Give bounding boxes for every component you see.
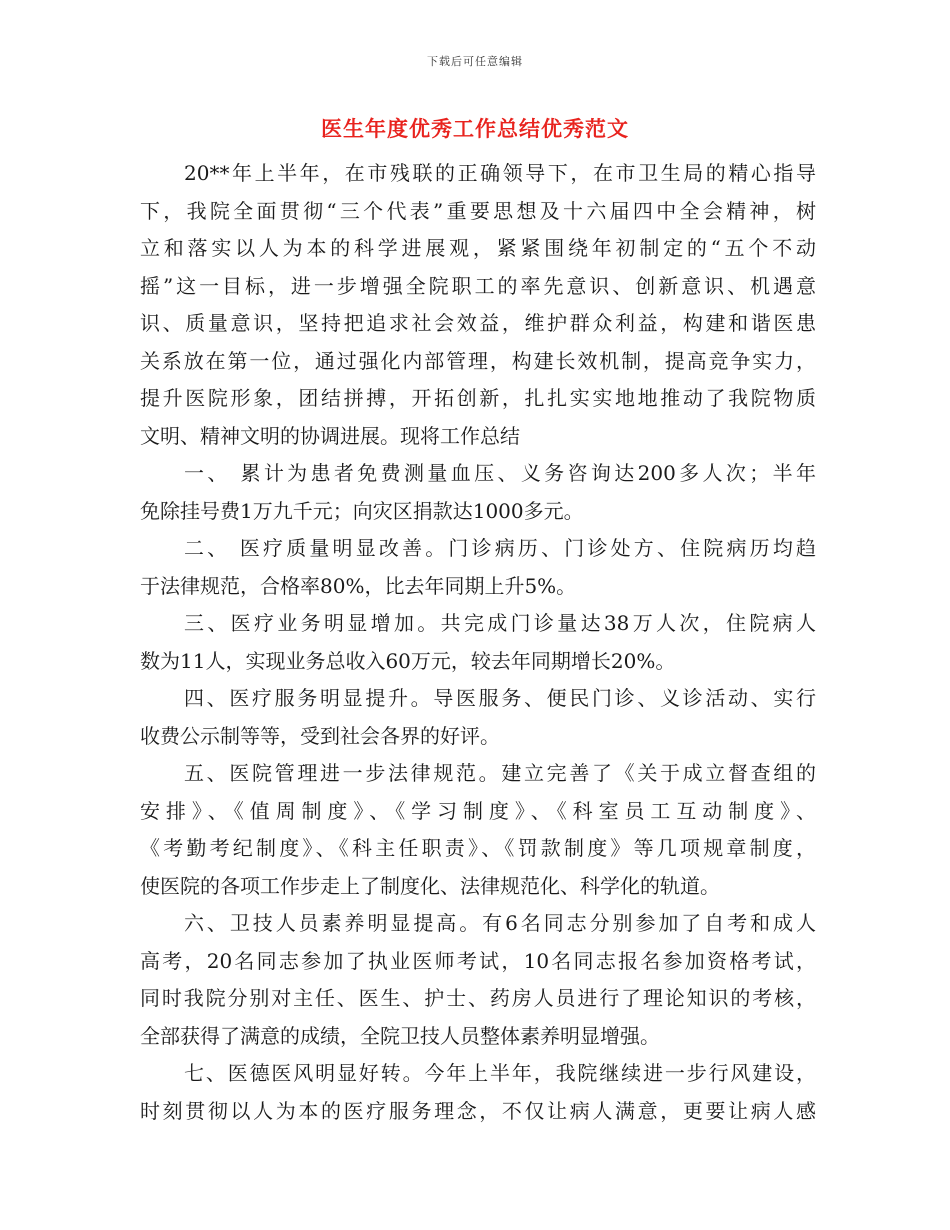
text-line: 《考勤考纪制度》、《科主任职责》、《罚款制度》等几项规章制度， bbox=[140, 836, 816, 860]
paragraph-item-6 bbox=[140, 905, 816, 1055]
text-line: 全部获得了满意的成绩，全院卫技人员整体素养明显增强。 bbox=[140, 1023, 660, 1048]
text-line: 关系放在第一位，通过强化内部管理，构建长效机制，提高竞争实力， bbox=[140, 348, 816, 373]
text-line: 20**年上半年，在市残联的正确领导下，在市卫生局的精心指导 bbox=[184, 161, 816, 185]
text-line: 七、医德医风明显好转。今年上半年，我院继续进一步行风建设， bbox=[184, 1061, 816, 1085]
text-line: 四、医疗服务明显提升。导医服务、便民门诊、义诊活动、实行 bbox=[184, 686, 816, 710]
text-line: 时刻贯彻以人为本的医疗服务理念，不仅让病人满意，更要让病人感 bbox=[140, 1098, 816, 1123]
document-body bbox=[140, 155, 816, 1130]
text-line: 二、 医疗质量明显改善。门诊病历、门诊处方、住院病历均趋 bbox=[184, 536, 816, 560]
document-title: 医生年度优秀工作总结优秀范文 bbox=[321, 117, 629, 141]
text-line: 下，我院全面贯彻“三个代表”重要思想及十六届四中全会精神，树 bbox=[140, 198, 816, 223]
text-line: 五、医院管理进一步法律规范。建立完善了《关于成立督查组的 bbox=[184, 761, 816, 785]
text-line: 同时我院分别对主任、医生、护士、药房人员进行了理论知识的考核， bbox=[140, 986, 816, 1010]
paragraph-intro bbox=[140, 155, 816, 455]
text-line: 文明、精神文明的协调进展。现将工作总结 bbox=[140, 423, 520, 448]
text-line: 立和落实以人为本的科学进展观，紧紧围绕年初制定的“五个不动 bbox=[140, 236, 816, 260]
text-line: 提升医院形象，团结拼搏，开拓创新，扎扎实实地地推动了我院物质 bbox=[140, 386, 816, 410]
paragraph-item-7 bbox=[140, 1055, 816, 1130]
paragraph-item-5 bbox=[140, 755, 816, 905]
text-line: 收费公示制等等，受到社会各界的好评。 bbox=[140, 723, 500, 748]
text-line: 于法律规范，合格率80%，比去年同期上升5%。 bbox=[140, 573, 577, 598]
paragraph-item-3 bbox=[140, 605, 816, 680]
text-line: 识、质量意识，坚持把追求社会效益，维护群众利益，构建和谐医患 bbox=[140, 311, 816, 335]
paragraph-item-2 bbox=[140, 530, 816, 605]
paragraph-item-1 bbox=[140, 455, 816, 530]
text-line: 高考，20名同志参加了执业医师考试，10名同志报名参加资格考试， bbox=[140, 948, 816, 973]
text-line: 一、 累计为患者免费测量血压、义务咨询达200多人次；半年 bbox=[184, 461, 816, 485]
text-line: 摇”这一目标，进一步增强全院职工的率先意识、创新意识、机遇意 bbox=[140, 273, 816, 298]
header-note: 下载后可任意编辑 bbox=[427, 55, 523, 68]
paragraph-item-4 bbox=[140, 680, 816, 755]
text-line: 免除挂号费1万九千元；向灾区捐款达1000多元。 bbox=[140, 498, 584, 523]
text-line: 三、医疗业务明显增加。共完成门诊量达38万人次，住院病人 bbox=[184, 611, 816, 635]
text-line: 使医院的各项工作步走上了制度化、法律规范化、科学化的轨道。 bbox=[140, 873, 720, 898]
text-line: 数为11人，实现业务总收入60万元，较去年同期增长20%。 bbox=[140, 648, 676, 673]
text-line: 安排》、《值周制度》、《学习制度》、《科室员工互动制度》、 bbox=[140, 798, 816, 823]
text-line: 六、卫技人员素养明显提高。有6名同志分别参加了自考和成人 bbox=[184, 911, 816, 935]
